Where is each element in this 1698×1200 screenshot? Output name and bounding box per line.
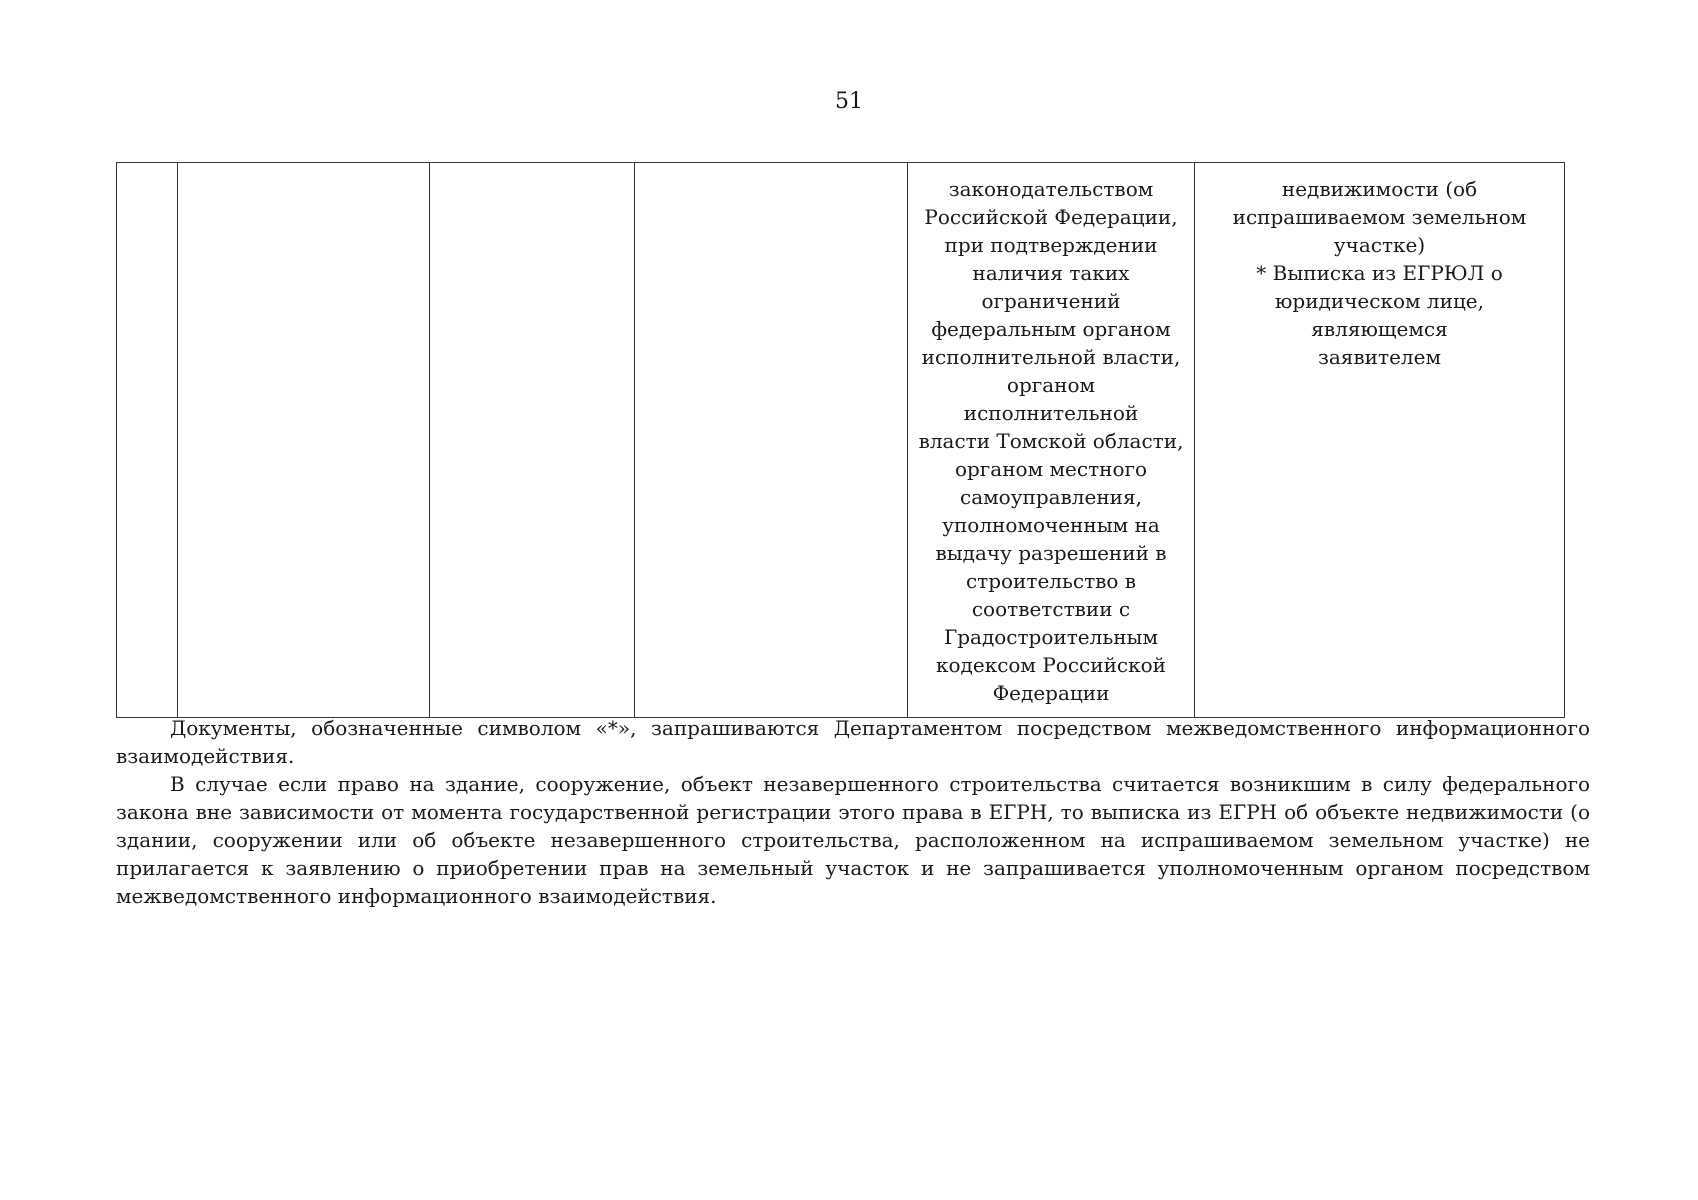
table-row xyxy=(117,163,1565,718)
table-cell-documents: недвижимости (об испрашиваемом земельном участке) * Выписка из ЕГРЮЛ о юридическом лице, являющемся заявителем xyxy=(1195,163,1565,718)
table-cell xyxy=(430,163,635,718)
table-cell xyxy=(178,163,430,718)
table-cell-number xyxy=(117,163,178,718)
paragraph-documents-note: Документы, обозначенные символом «*», запрашиваются Департаментом посредством межведомственного информационного взаимодействия. xyxy=(116,716,1590,768)
table-cell-grounds: законодательством Российской Федерации, при подтверждении наличия таких ограничений федеральным органом исполнительной власти, органом исполнительной власти Томской области, органом местного самоуправления, уполномоченным на выдачу разрешений в строительство в соответствии с Градостроительным кодексом Российской Федерации xyxy=(908,163,1195,718)
document-table xyxy=(116,162,1565,718)
table-cell xyxy=(635,163,908,718)
page-number: 51 xyxy=(835,89,863,114)
body-text xyxy=(116,714,1590,910)
paragraph-egrn-note: В случае если право на здание, сооружение, объект незавершенного строительства считается возникшим в силу федерального закона вне зависимости от момента государственной регистрации этого права в ЕГРН, то выписка из ЕГРН об объекте недвижимости (о здании, сооружении или об объекте незавершенного строительства, расположенном на испрашиваемом земельном участке) не прилагается к заявлению о приобретении прав на земельный участок и не запрашивается уполномоченным органом посредством межведомственного информационного взаимодействия. xyxy=(116,772,1590,908)
